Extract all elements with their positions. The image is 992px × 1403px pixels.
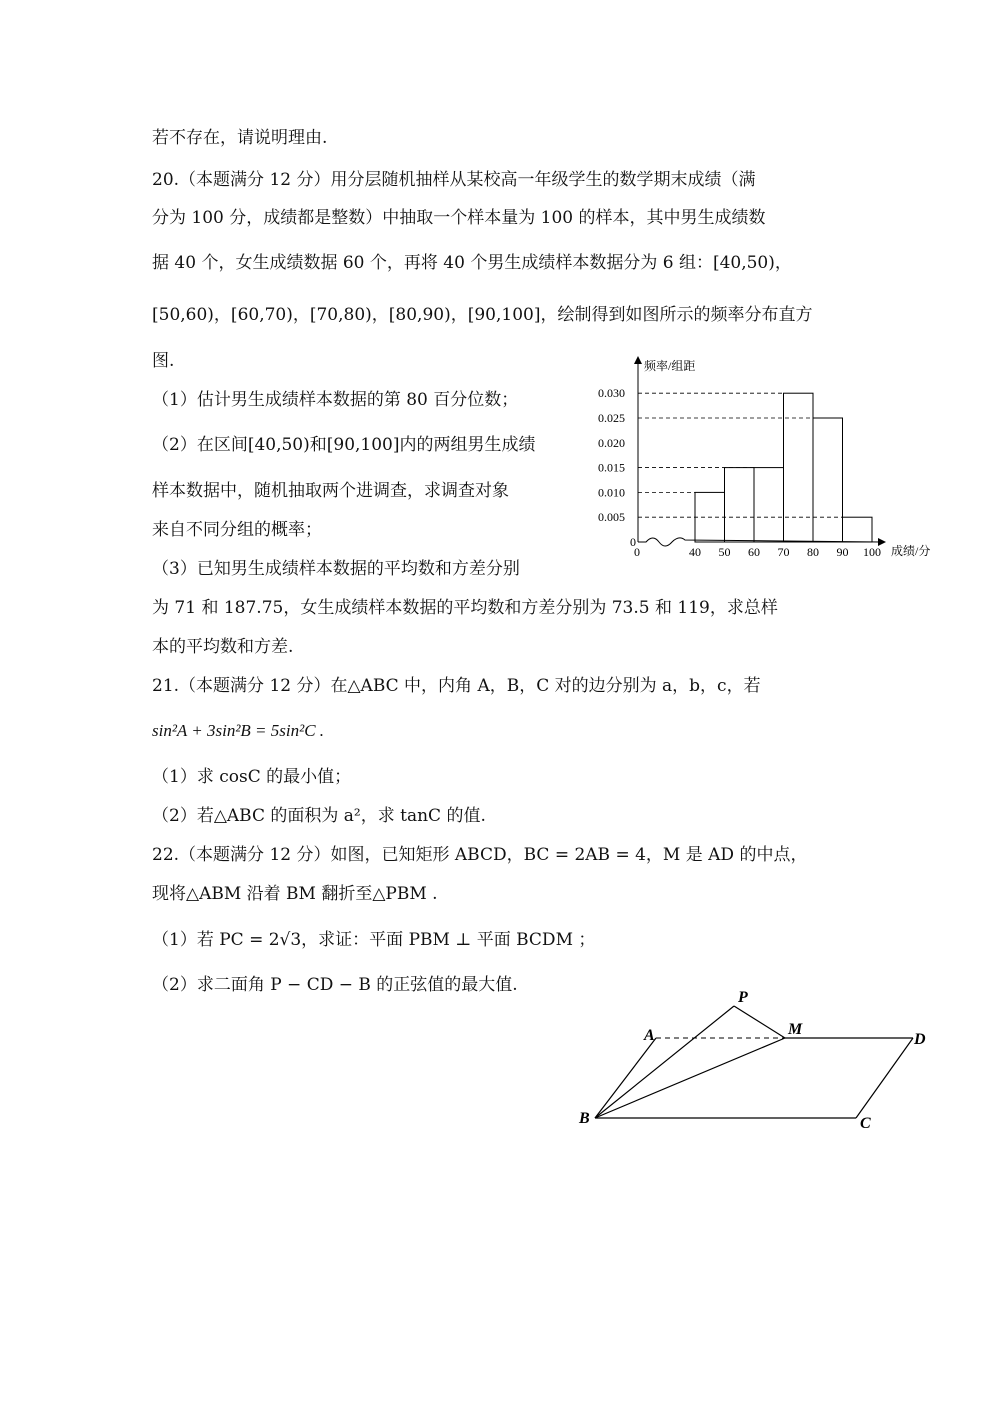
- y-tick-label: 0.020: [598, 435, 625, 450]
- x-tick-label: 60: [748, 545, 760, 559]
- x-tick-label: 40: [689, 545, 701, 559]
- y-tick-label: 0.030: [598, 386, 625, 401]
- label-A: A: [644, 1027, 655, 1044]
- q20-part-3: （3）已知男生成绩样本数据的平均数和方差分别: [152, 559, 520, 579]
- frequency-histogram: [590, 350, 950, 570]
- text-line: 图.: [152, 351, 175, 371]
- q20-part-1: （1）估计男生成绩样本数据的第 80 百分位数；: [152, 390, 519, 410]
- y-tick-label: 0.015: [598, 460, 625, 475]
- x-axis-label: 成绩/分: [891, 544, 931, 558]
- x-tick-label: 0: [634, 545, 640, 559]
- histogram-bar: [784, 393, 814, 542]
- text-line: 若不存在，请说明理由.: [152, 128, 328, 148]
- q22-part-1: （1）若 PC = 2√3，求证：平面 PBM ⊥ 平面 BCDM ；: [152, 930, 596, 950]
- q22-part-2: （2）求二面角 P − CD − B 的正弦值的最大值.: [152, 975, 518, 995]
- text-line: 据 40 个，女生成绩数据 60 个，再将 40 个男生成绩样本数据分为 6 组：[40,50)，: [152, 253, 792, 273]
- text-line: [50,60)，[60,70)，[70,80)，[80,90)，[90,100]，绘制得到如图所示的频率分布直方: [152, 305, 813, 325]
- question-22-header: 22.（本题满分 12 分）如图，已知矩形 ABCD，BC = 2AB = 4，M 是 AD 的中点，: [152, 845, 808, 865]
- edge-BM: [595, 1038, 785, 1118]
- y-axis-arrow: [634, 356, 642, 364]
- label-D: D: [914, 1031, 926, 1048]
- x-tick-label: 80: [807, 545, 819, 559]
- histogram-bar: [843, 517, 873, 542]
- x-tick-label: 50: [718, 545, 731, 559]
- text-line: 样本数据中，随机抽取两个进调查，求调查对象: [152, 481, 509, 501]
- origin-label: 0: [630, 535, 636, 549]
- question-21-header: 21.（本题满分 12 分）在△ABC 中，内角 A，B，C 对的边分别为 a，b，c，若: [152, 676, 761, 696]
- text-line: 为 71 和 187.75，女生成绩样本数据的平均数和方差分别为 73.5 和 119，求总样: [152, 598, 778, 618]
- y-tick-label: 0.025: [598, 411, 625, 425]
- histogram-bar: [813, 418, 843, 542]
- edge-AB: [595, 1038, 656, 1118]
- question-20-header: 20.（本题满分 12 分）用分层随机抽样从某校高一年级学生的数学期末成绩（满: [152, 170, 756, 190]
- label-M: M: [788, 1021, 803, 1038]
- text-line: 分为 100 分，成绩都是整数）中抽取一个样本量为 100 的样本，其中男生成绩数: [152, 208, 766, 228]
- text-line: 来自不同分组的概率；: [152, 520, 322, 540]
- edge-BP: [595, 1006, 734, 1118]
- label-P: P: [738, 989, 748, 1006]
- equation-line: sin²A + 3sin²B = 5sin²C .: [152, 721, 325, 740]
- q20-part-2: （2）在区间[40,50)和[90,100]内的两组男生成绩: [152, 435, 536, 455]
- edge-PM: [734, 1006, 785, 1038]
- fold-figure: [570, 980, 940, 1140]
- x-tick-label: 70: [777, 545, 790, 559]
- y-tick-label: 0.010: [598, 485, 625, 500]
- histogram-bar: [725, 468, 755, 542]
- label-B: B: [579, 1110, 590, 1127]
- y-tick-label: 0.005: [598, 510, 625, 525]
- edge-CD: [856, 1038, 913, 1118]
- label-C: C: [860, 1115, 871, 1132]
- x-tick-label: 90: [836, 545, 849, 559]
- histogram-bar: [754, 468, 784, 542]
- q21-part-2: （2）若△ABC 的面积为 a²，求 tanC 的值.: [152, 806, 486, 826]
- text-line: 现将△ABM 沿着 BM 翻折至△PBM .: [152, 884, 438, 904]
- x-tick-label: 100: [863, 545, 881, 559]
- q21-part-1: （1）求 cosC 的最小值；: [152, 767, 352, 787]
- y-axis-label: 频率/组距: [644, 359, 696, 373]
- text-line: 本的平均数和方差.: [152, 637, 294, 657]
